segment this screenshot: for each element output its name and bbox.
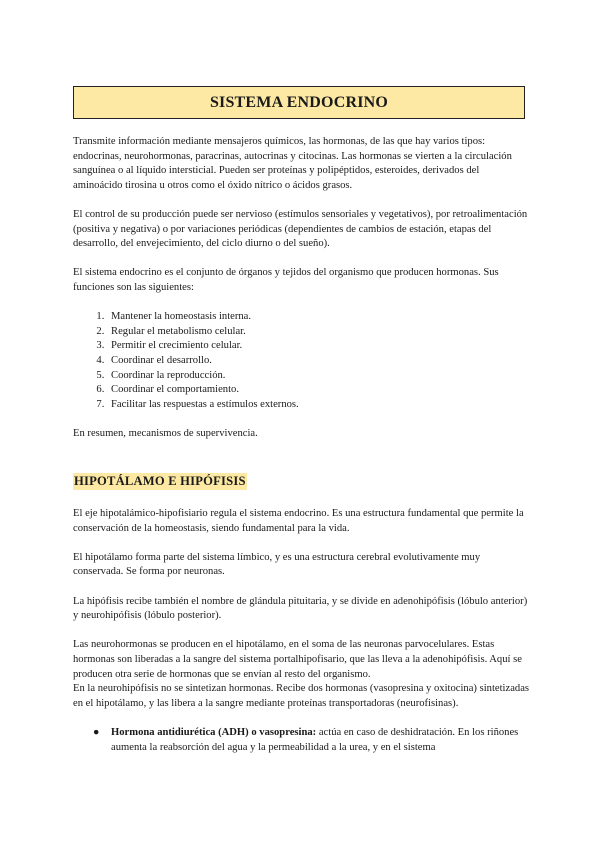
list-item: 2. Regular el metabolismo celular. [107,325,529,340]
hormone-description: actúa en caso de deshidratación. En los riñones aumenta la reabsorción del agua y la permeabilidad a la urea, y en el sistema [111,726,519,753]
functions-list [73,310,529,412]
hormone-name: Hormona antidiurética (ADH) o vasopresina: [111,726,317,738]
section-paragraph-4a: Las neurohormonas se producen en el hipotálamo, en el soma de las neuronas parvocelulares. Estas hormonas son liberadas a la sangre del sistema portalhipofisario, que las lleva a la adenohipófisis. Aquí se producen otra serie de hormonas que se envían al resto del organismo. [73,639,522,680]
list-item: 6. Coordinar el comportamiento. [107,383,529,398]
document-body [73,135,529,755]
section-paragraph-2: El hipotálamo forma parte del sistema límbico, y es una estructura cerebral evolutivamente muy conservada. Se forma por neuronas. [73,551,481,578]
section-paragraph-4b: En la neurohipófisis no se sintetizan hormonas. Recibe dos hormonas (vasopresina y oxitocina) sintetizadas en el hipotálamo, y las libera a la sangre mediante proteínas transportadoras (neurofisinas). [73,683,530,709]
list-item: 5. Coordinar la reproducción. [107,369,529,384]
bullet-icon: ● [93,726,100,738]
list-item: 3. Permitir el crecimiento celular. [107,339,529,354]
list-item: 7. Facilitar las respuestas a estímulos externos. [107,398,529,413]
intro-paragraph-1: Transmite información mediante mensajeros químicos, las hormonas, de las que hay varios tipos: endocrinas, neurohormonas, paracrinas, autocrinas y citocinas. Las hormonas se vierten a la circulación sanguínea o al líquido intersticial. Pueden ser proteínas y polipéptidos, esteroides, derivados del aminoácido tirosina u otros como el óxido nítrico o ácidos grasos. [73,136,512,191]
section-heading-hipotalamo: HIPOTÁLAMO E HIPÓFISIS [74,474,246,489]
hormone-list [73,726,529,755]
intro-paragraph-2: El control de su producción puede ser nervioso (estímulos sensoriales y vegetativos), por retroalimentación (positiva y negativa) o por variaciones periódicas (dependientes de cambios de estación, etapas del desarrollo, del envejecimiento, del ciclo diurno o del sueño). [73,208,528,250]
section-paragraph-1: El eje hipotalámico-hipofisiario regula el sistema endocrino. Es una estructura fundamental que permite la conservación de la homeostasis, siendo fundamental para la vida. [73,508,524,534]
list-item [93,726,529,755]
section-paragraph-3: La hipófisis recibe también el nombre de glándula pituitaria, y se divide en adenohipófisis (lóbulo anterior) y neurohipófisis (lóbulo posterior). [73,595,528,622]
page-title: SISTEMA ENDOCRINO [73,86,525,119]
list-item: 4. Coordinar el desarrollo. [107,354,529,369]
list-item: 1. Mantener la homeostasis interna. [107,310,529,325]
intro-paragraph-4: En resumen, mecanismos de supervivencia. [73,427,258,439]
intro-paragraph-3: El sistema endocrino es el conjunto de órganos y tejidos del organismo que producen hormonas. Sus funciones son las siguientes: [73,267,499,293]
